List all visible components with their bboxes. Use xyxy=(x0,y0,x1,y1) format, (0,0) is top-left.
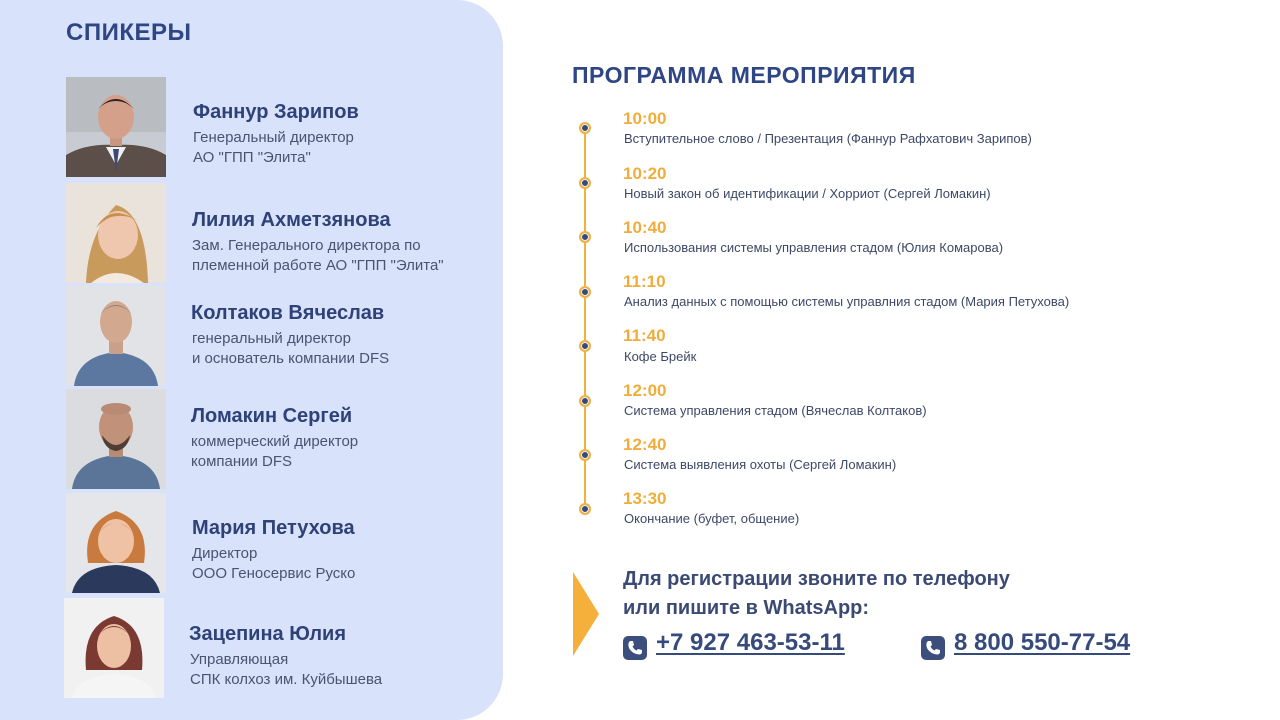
speaker-role: АО "ГПП "Элита" xyxy=(193,149,311,166)
program-item-text: Использования системы управления стадом (Юлия Комарова) xyxy=(624,240,1004,255)
program-time: 10:20 xyxy=(623,164,667,183)
program-time: 11:10 xyxy=(623,272,666,291)
speaker-name: Ломакин Сергей xyxy=(191,405,353,427)
timeline-dot-icon xyxy=(579,395,591,407)
timeline-dot-icon xyxy=(579,286,591,298)
phone-link[interactable]: 8 800 550-77-54 xyxy=(954,629,1131,656)
program-item-text: Система выявления охоты (Сергей Ломакин) xyxy=(624,457,897,472)
speaker-role: племенной работе АО "ГПП "Элита" xyxy=(192,257,444,274)
speaker-role: компании DFS xyxy=(191,453,293,470)
program-time: 12:00 xyxy=(623,381,667,400)
speaker-role: Управляющая xyxy=(190,651,289,668)
timeline-dot-icon xyxy=(579,231,591,243)
speaker-role: генеральный директор xyxy=(192,330,351,347)
speaker-role: Зам. Генерального директора по xyxy=(192,237,421,254)
program-time: 10:40 xyxy=(623,218,667,237)
timeline-dot-icon xyxy=(579,340,591,352)
speaker-photo xyxy=(66,286,166,386)
speakers-title: СПИКЕРЫ xyxy=(66,19,192,46)
program-item-text: Новый закон об идентификации / Хорриот (Сергей Ломакин) xyxy=(624,186,991,201)
speaker-name: Лилия Ахметзянова xyxy=(192,209,391,231)
speaker-photo xyxy=(66,493,166,593)
speaker-photo xyxy=(64,598,164,698)
program-item-text: Кофе Брейк xyxy=(624,349,697,364)
phone-icon xyxy=(921,636,945,660)
program-time: 13:30 xyxy=(623,489,667,508)
program-item-text: Окончание (буфет, общение) xyxy=(624,511,800,526)
program-time: 12:40 xyxy=(623,435,667,454)
speaker-photo xyxy=(66,389,166,489)
timeline-dot-icon xyxy=(579,503,591,515)
speaker-card xyxy=(0,286,503,390)
speaker-name: Колтаков Вячеслав xyxy=(191,302,385,324)
program-time: 11:40 xyxy=(623,326,666,345)
program-time: 10:00 xyxy=(623,109,667,128)
timeline-dot-icon xyxy=(579,177,591,189)
speaker-role: ООО Геносервис Руско xyxy=(192,565,356,582)
chevron-arrow-icon xyxy=(573,572,599,656)
speaker-role: коммерческий директор xyxy=(191,433,359,450)
speaker-card xyxy=(0,77,503,181)
speaker-name: Фаннур Зарипов xyxy=(193,101,359,123)
registration-line: или пишите в WhatsApp: xyxy=(623,597,870,619)
speaker-card xyxy=(0,598,503,702)
speaker-name: Мария Петухова xyxy=(192,517,355,539)
program-item-text: Анализ данных с помощью системы управлния стадом (Мария Петухова) xyxy=(624,294,1070,309)
registration-line: Для регистрации звоните по телефону xyxy=(623,568,1010,590)
speaker-photo xyxy=(66,183,166,283)
program-item-text: Система управления стадом (Вячеслав Колтаков) xyxy=(624,403,927,418)
speaker-card xyxy=(0,493,503,597)
timeline-dot-icon xyxy=(579,122,591,134)
phone-icon xyxy=(623,636,647,660)
program-title: ПРОГРАММА МЕРОПРИЯТИЯ xyxy=(572,62,916,88)
speaker-name: Зацепина Юлия xyxy=(189,623,347,645)
speaker-card xyxy=(0,183,503,287)
speaker-role: СПК колхоз им. Куйбышева xyxy=(190,671,383,688)
timeline-dot-icon xyxy=(579,449,591,461)
speaker-role: Генеральный директор xyxy=(193,129,354,146)
speaker-card xyxy=(0,389,503,493)
program-item-text: Вступительное слово / Презентация (Фаннур Рафхатович Зарипов) xyxy=(624,131,1032,146)
registration-text xyxy=(623,565,1010,623)
speaker-photo xyxy=(66,77,166,177)
speaker-role: и основатель компании DFS xyxy=(192,350,390,367)
speaker-role: Директор xyxy=(192,545,258,562)
phone-link[interactable]: +7 927 463-53-11 xyxy=(656,629,845,656)
